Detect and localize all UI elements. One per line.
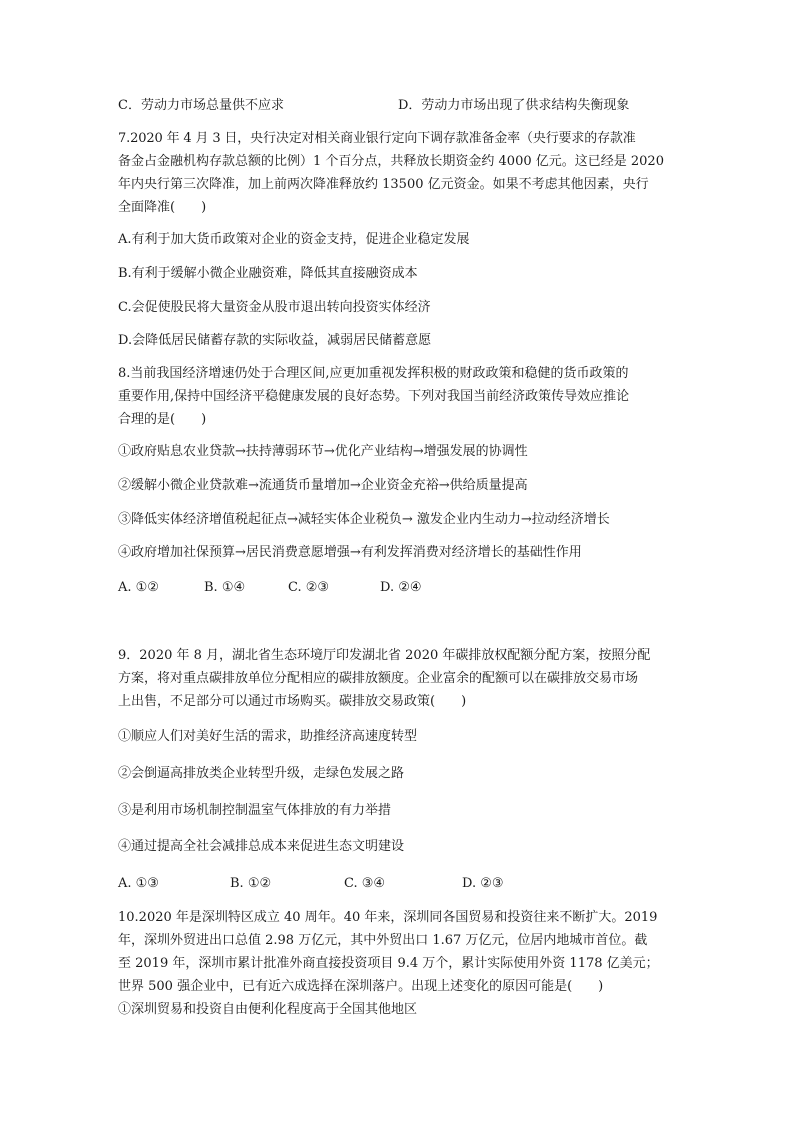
q9-item-3: ③是利用市场机制控制温室气体排放的有力举措 [118,803,392,818]
q9-item-1: ①顺应人们对美好生活的需求，助推经济高速度转型 [118,729,418,744]
q9-stem-line-2: 方案，将对重点碳排放单位分配相应的碳排放额度。企业富余的配额可以在碳排放交易市场 [118,671,639,686]
q10-stem-line-4: 世界 500 强企业中，已有近六成选择在深圳落户。出现上述变化的原因可能是( ) [118,979,604,994]
q7-option-c: C.会促使股民将大量资金从股市退出转向投资实体经济 [118,300,431,315]
q7-option-d: D.会降低居民储蓄存款的实际收益，减弱居民储蓄意愿 [118,333,432,348]
q10-stem-line-2: 年，深圳外贸进出口总值 2.98 万亿元，其中外贸出口 1.67 万亿元，位居内地城市首位。截 [118,933,648,948]
q8-answer-b: B. ①④ [204,580,246,595]
q9-stem-line-1: 9．2020 年 8 月，湖北省生态环境厅印发湖北省 2020 年碳排放权配额分配方案，按照分配 [118,648,651,663]
q8-stem-line-1: 8.当前我国经济增速仍处于合理区间,应更加重视发挥积极的财政政策和稳健的货币政策的 [118,366,629,381]
q7-option-b: B.有利于缓解小微企业融资难，降低其直接融资成本 [118,266,418,281]
q10-item-1: ①深圳贸易和投资自由便利化程度高于全国其他地区 [118,1002,418,1017]
option-d-prev: D．劳动力市场出现了供求结构失衡现象 [398,98,630,113]
q7-stem-line-1: 7.2020 年 4 月 3 日，央行决定对相关商业银行定向下调存款准备金率（央行要求的存款准 [118,131,636,146]
q8-item-2: ②缓解小微企业贷款难→流通货币量增加→企业资金充裕→供给质量提高 [118,478,528,493]
q9-answer-c: C. ③④ [344,876,386,891]
q7-stem-line-3: 年内央行第三次降准，加上前两次降准释放约 13500 亿元资金。如果不考虑其他因素，央行 [118,177,649,192]
q9-item-2: ②会倒逼高排放类企业转型升级，走绿色发展之路 [118,766,405,781]
q9-answer-b: B. ①② [230,876,272,891]
q7-stem-line-2: 备金占金融机构存款总额的比例）1 个百分点，共释放长期资金约 4000 亿元。这已经是 2020 [118,154,664,169]
q8-answer-d: D. ②④ [380,580,422,595]
q9-answer-a: A. ①③ [118,876,159,891]
q8-answer-c: C. ②③ [288,580,330,595]
q10-stem-line-1: 10.2020 年是深圳特区成立 40 周年。40 年来，深圳同各国贸易和投资往来不断扩大。2019 [118,910,658,925]
q8-stem-line-2: 重要作用,保持中国经济平稳健康发展的良好态势。下列对我国当前经济政策传导效应推论 [118,389,630,404]
q7-stem-line-4: 全面降准( ) [118,200,207,215]
q9-item-4: ④通过提高全社会减排总成本来促进生态文明建设 [118,839,405,854]
q8-item-3: ③降低实体经济增值税起征点→减轻实体企业税负→ 激发企业内生动力→拉动经济增长 [118,512,610,527]
q9-answer-d: D. ②③ [462,876,504,891]
option-c-prev: C．劳动力市场总量供不应求 [118,98,284,113]
q8-item-1: ①政府贴息农业贷款→扶持薄弱环节→优化产业结构→增强发展的协调性 [118,444,528,459]
q9-stem-line-3: 上出售，不足部分可以通过市场购买。碳排放交易政策( ) [118,694,467,709]
q8-stem-line-3: 合理的是( ) [118,412,207,427]
q10-stem-line-3: 至 2019 年，深圳市累计批准外商直接投资项目 9.4 万个，累计实际使用外资 1178 亿美元； [118,956,659,971]
q8-item-4: ④政府增加社保预算→居民消费意愿增强→有利发挥消费对经济增长的基础性作用 [118,545,582,560]
q7-option-a: A.有利于加大货币政策对企业的资金支持，促进企业稳定发展 [118,232,470,247]
q8-answer-a: A. ①② [118,580,159,595]
